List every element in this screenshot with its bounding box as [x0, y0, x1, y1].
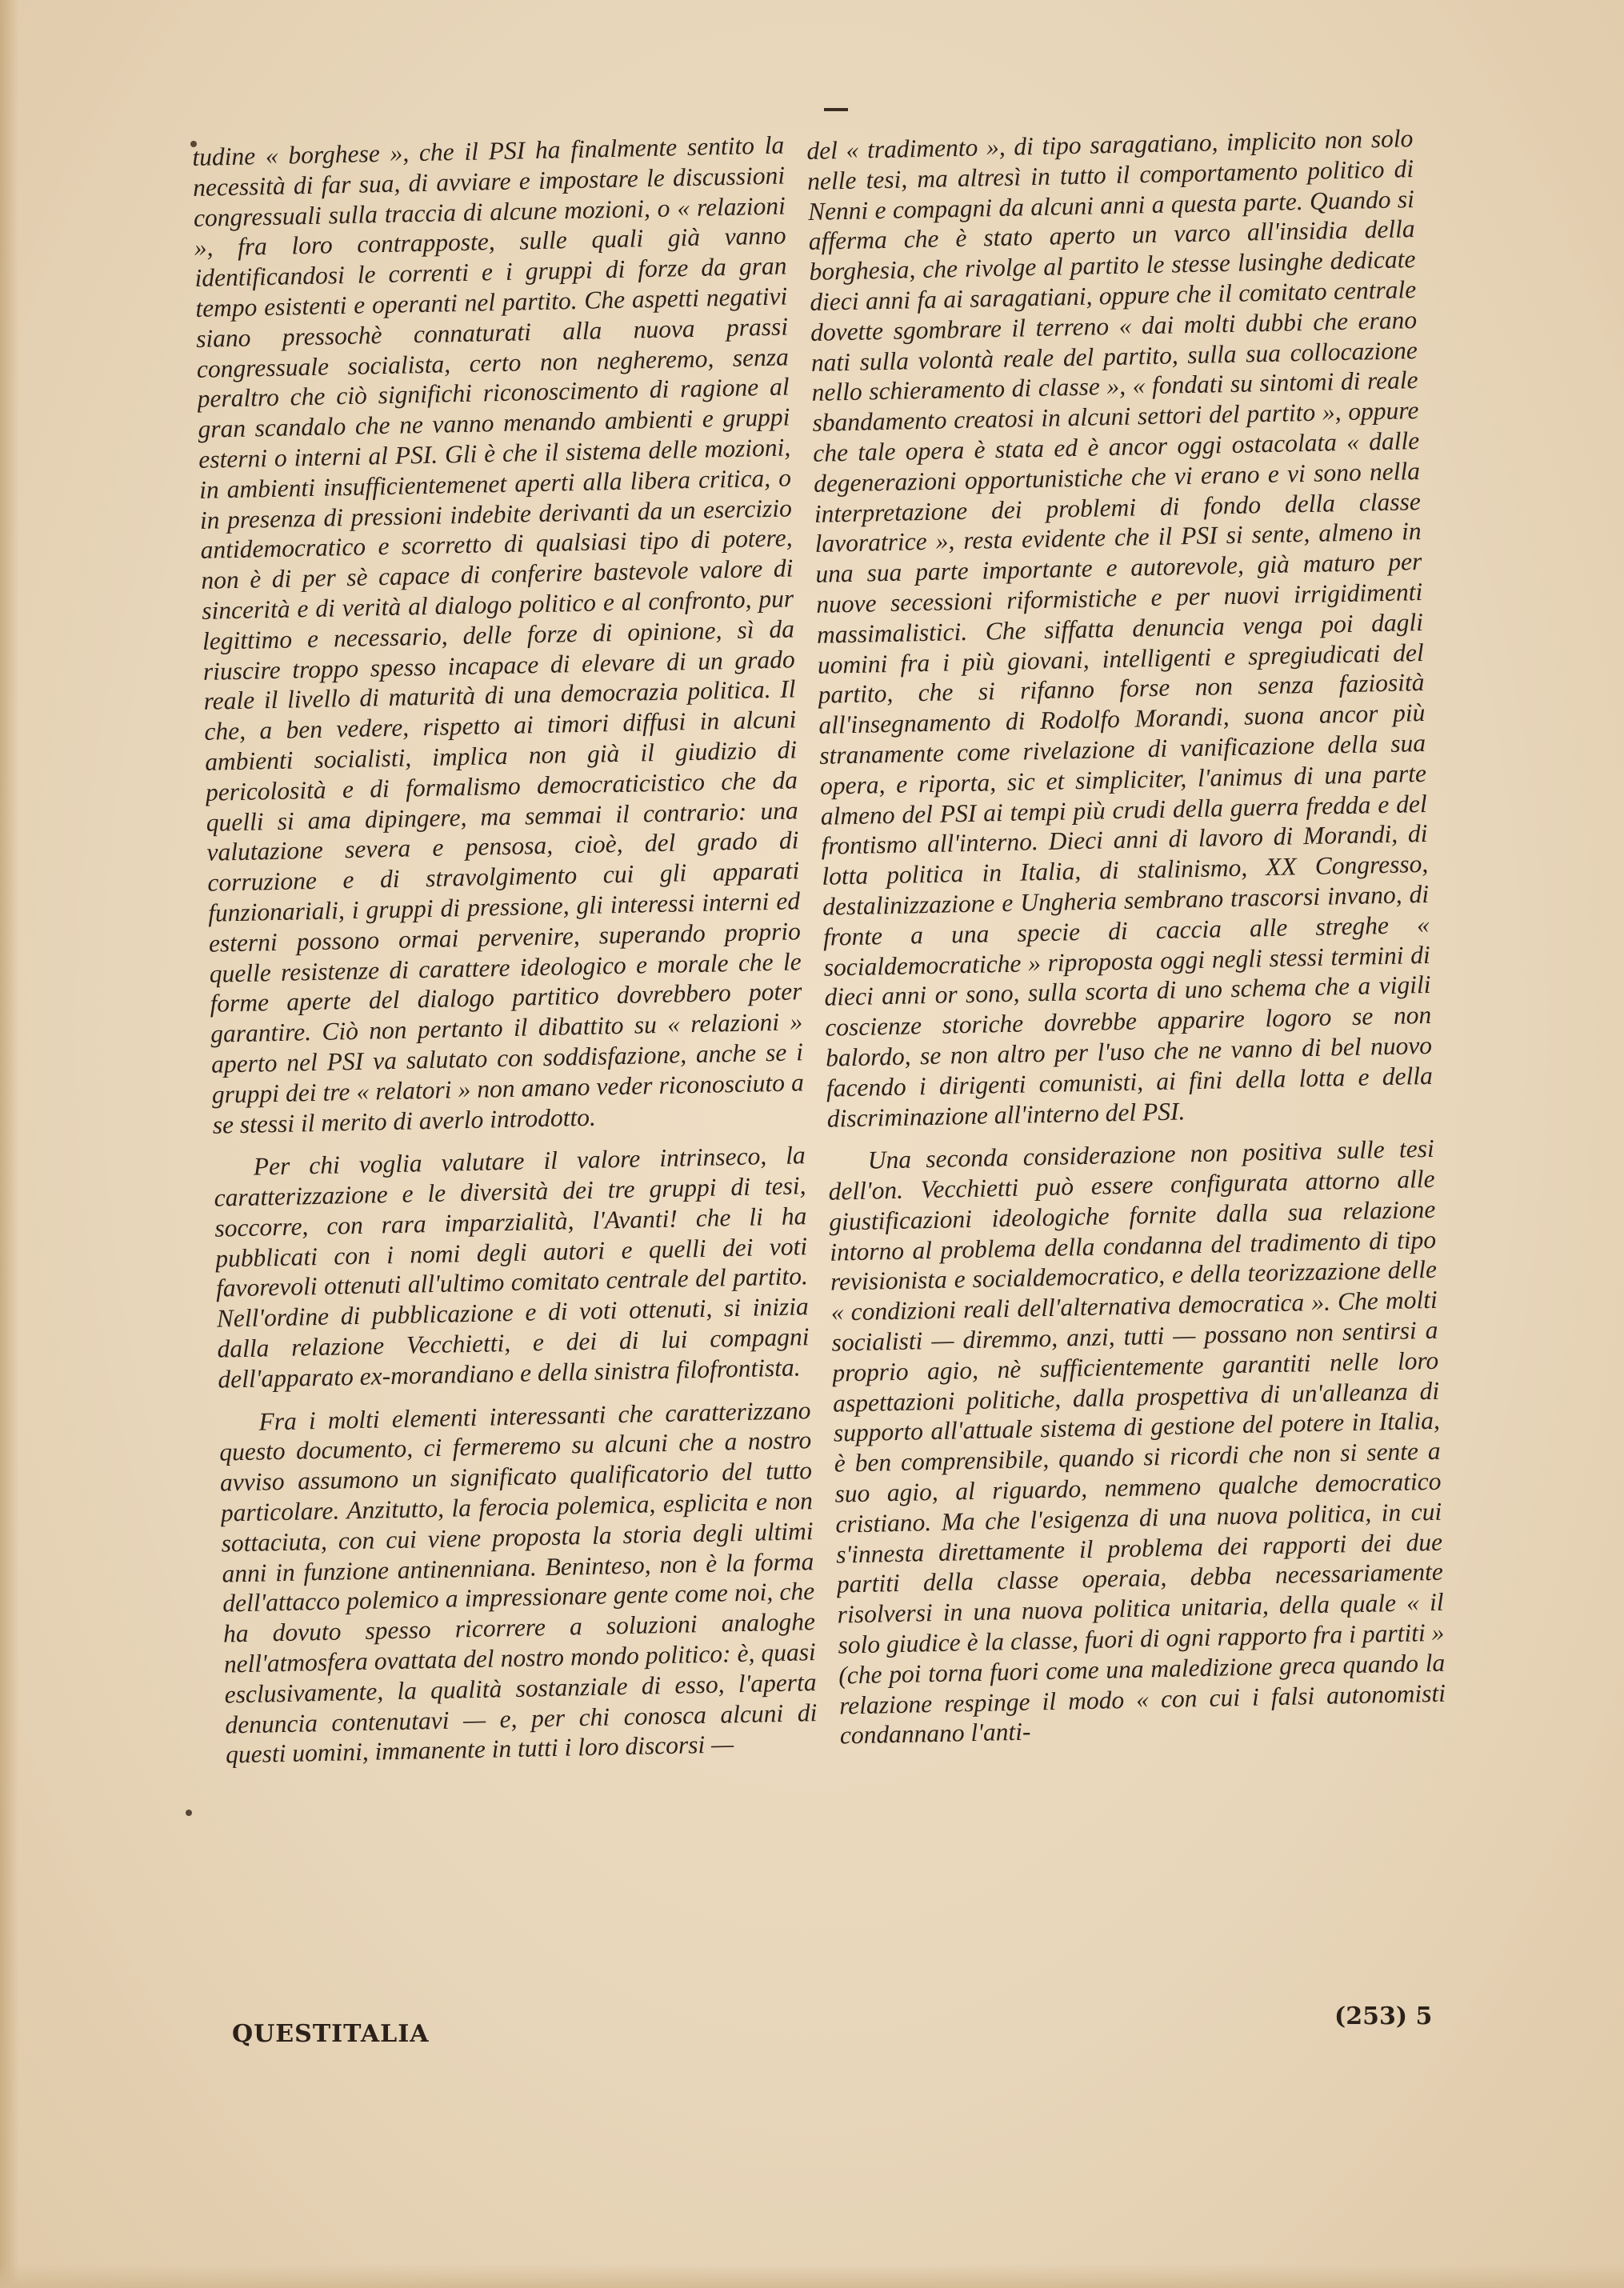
page-left-edge-shadow: [0, 0, 19, 2288]
paragraph: Per chi voglia valutare il valore intrinseco, la caratterizzazione e le diversità dei tre gruppi di tesi, soccorre, con rara imparzialità, l'Avanti! che li ha pubblicati con i nomi degli autori e quelli dei voti favorevoli ottenuti all'ultimo comitato centrale del partito. Nell'ordine di pubblicazione e di voti ottenuti, si inizia dalla relazione Vecchietti, e dei di lui compagni dell'apparato ex-morandiano e della sinistra filofrontista.: [214, 1141, 810, 1394]
paragraph: tudine « borghese », che il PSI ha finalmente sentito la necessità di far sua, di avviare e impostare le discussioni congressuali sulla traccia di alcune mozioni, o « relazioni », fra loro contrapposte, sulle quali già vanno identificandosi le correnti e i gruppi di forze da gran tempo esistenti e operanti nel partito. Che aspetti negativi siano pressochè connaturati alla nuova prassi congressuale socialista, certo non negheremo, senza peraltro che ciò significhi riconoscimento di ragione al gran scandalo che ne vanno menando ambienti e gruppi esterni o interni al PSI. Gli è che il sistema delle mozioni, in ambienti insufficientemenet aperti alla libera critica, o in presenza di pressioni indebite derivanti da un esercizio antidemocratico e scorretto di qualsiasi tipo di potere, non è di per sè capace di conferire bastevole valore di sincerità e di verità al dialogo politico e al confronto, pur legittimo e necessario, delle forze di opinione, sì da riuscire troppo spesso incapace di elevare di un grado reale il livello di maturità di una democrazia politica. Il che, a ben vedere, rispetto ai timori diffusi in alcuni ambienti socialisti, implica non già il giudizio di pericolosità e di formalismo democraticistico che da quelli si ama dipingere, ma semmai il contrario: una valutazione severa e pensosa, cioè, del grado di corruzione e di stravolgimento cui gli apparati funzionariali, i gruppi di pressione, gli interessi interni ed esterni possono ormai pervenire, superando proprio quelle resistenze di carattere ideologico e morale che le forme aperte del dialogo partitico dovrebbero poter garantire. Ciò non pertanto il dibattito su « relazioni » aperto nel PSI va salutato con soddisfazione, anche se i gruppi dei tre « relatori » non amano veder riconosciuto a se stessi il merito di averlo introdotto.: [192, 130, 805, 1139]
paragraph: Fra i molti elementi interessanti che caratterizzano questo documento, ci fermeremo su alcuni che a nostro avviso assumono un significato qualificatorio del tutto particolare. Anzitutto, la ferocia polemica, esplicita e non sottaciuta, con cui viene proposta la storia degli ultimi anni in funzione antinenniana. Beninteso, non è la forma dell'attacco polemico a impressionare gente come noi, che ha dovuto spesso ricorrere a soluzioni analoghe nell'atmosfera ovattata del nostro mondo politico: è, quasi esclusivamente, la qualità sostanziale di esso, l'aperta denuncia contenutavi — e, per chi conosca alcuni di questi uomini, immanente in tutti i loro discorsi —: [218, 1395, 818, 1769]
paragraph: Una seconda considerazione non positiva sulle tesi dell'on. Vecchietti può essere configurata attorno alle giustificazioni ideologiche fornite dalla sua relazione intorno al problema della condanna del tradimento di tipo revisionista e socialdemocratico, e della teorizzazione delle « condizioni reali dell'alternativa democratica ». Che molti socialisti — diremmo, anzi, tutti — possano non sentirsi a proprio agio, nè sufficientemente garantiti nelle loro aspettazioni politiche, dalla prospettiva di un'alleanza di supporto all'attuale sistema di gestione del potere in Italia, è ben comprensibile, quando si ricordi che non si sente a suo agio, al riguardo, nemmeno qualche democratico cristiano. Ma che l'esigenza di una nuova politica, in cui s'innesta direttamente il problema dei rapporti dei due partiti della classe operaia, debba necessariamente risolversi in una nuova politica unitaria, della quale « il solo giudice è la classe, fuori di ogni rapporto fra i partiti » (che poi torna fuori come una maledizione greca quando la relazione respinge il modo « con cui i falsi autonomisti condannano l'anti-: [828, 1134, 1446, 1750]
page-bottom-edge-shadow: [0, 2264, 1624, 2288]
top-dash-mark: [824, 108, 848, 111]
right-text-column: [806, 123, 1450, 1951]
ink-dot-mark: [186, 1810, 192, 1816]
left-text-column: [192, 130, 822, 1958]
paragraph: del « tradimento », di tipo saragatiano, implicito non solo nelle tesi, ma altresì in tutto il comportamento politico di Nenni e compagni da alcuni anni a questa parte. Quando si afferma che è stato aperto un varco all'insidia della borghesia, che rivolge al partito le stesse lusinghe dedicate dieci anni fa ai saragatiani, oppure che il comitato centrale dovette sgombrare il terreno « dai molti dubbi che erano nati sulla volontà reale del partito, sulla sua collocazione nello schieramento di classe », « fondati su sintomi di reale sbandamento creatosi in alcuni settori del partito », oppure che tale opera è stata ed è ancor oggi ostacolata « dalle degenerazioni opportunistiche che vi erano e vi sono nella interpretazione dei problemi di fondo della classe lavoratrice », resta evidente che il PSI si sente, almeno in una sua parte importante e autorevole, già maturo per nuove secessioni riformistiche e per nuovi irrigidimenti massimalistici. Che siffatta denuncia venga poi dagli uomini fra i più giovani, intelligenti e spregiudicati del partito, che si rifanno forse non senza faziosità all'insegnamento di Rodolfo Morandi, suona ancor più stranamente come rivelazione di vanificazione della sua opera, e riporta, sic et simpliciter, l'animus di una parte almeno del PSI ai tempi più crudi della guerra fredda e del frontismo all'interno. Dieci anni di lavoro di Morandi, di lotta politica in Italia, di stalinismo, XX Congresso, destalinizzazione e Ungheria sembrano trascorsi invano, di fronte a una specie di caccia alle streghe « socialdemocratiche » riproposta oggi negli stessi termini di dieci anni or sono, sulla scorta di uno schema che a vigili coscienze storiche dovrebbe apparire logoro se non balordo, se non altro per l'uso che ne vanno di bel nuovo facendo i dirigenti comunisti, ai fini della lotta e della discriminazione all'interno del PSI.: [806, 124, 1434, 1133]
footer-page-number: (253) 5: [1334, 2002, 1433, 2030]
footer-magazine-title: QUESTITALIA: [232, 2020, 430, 2048]
